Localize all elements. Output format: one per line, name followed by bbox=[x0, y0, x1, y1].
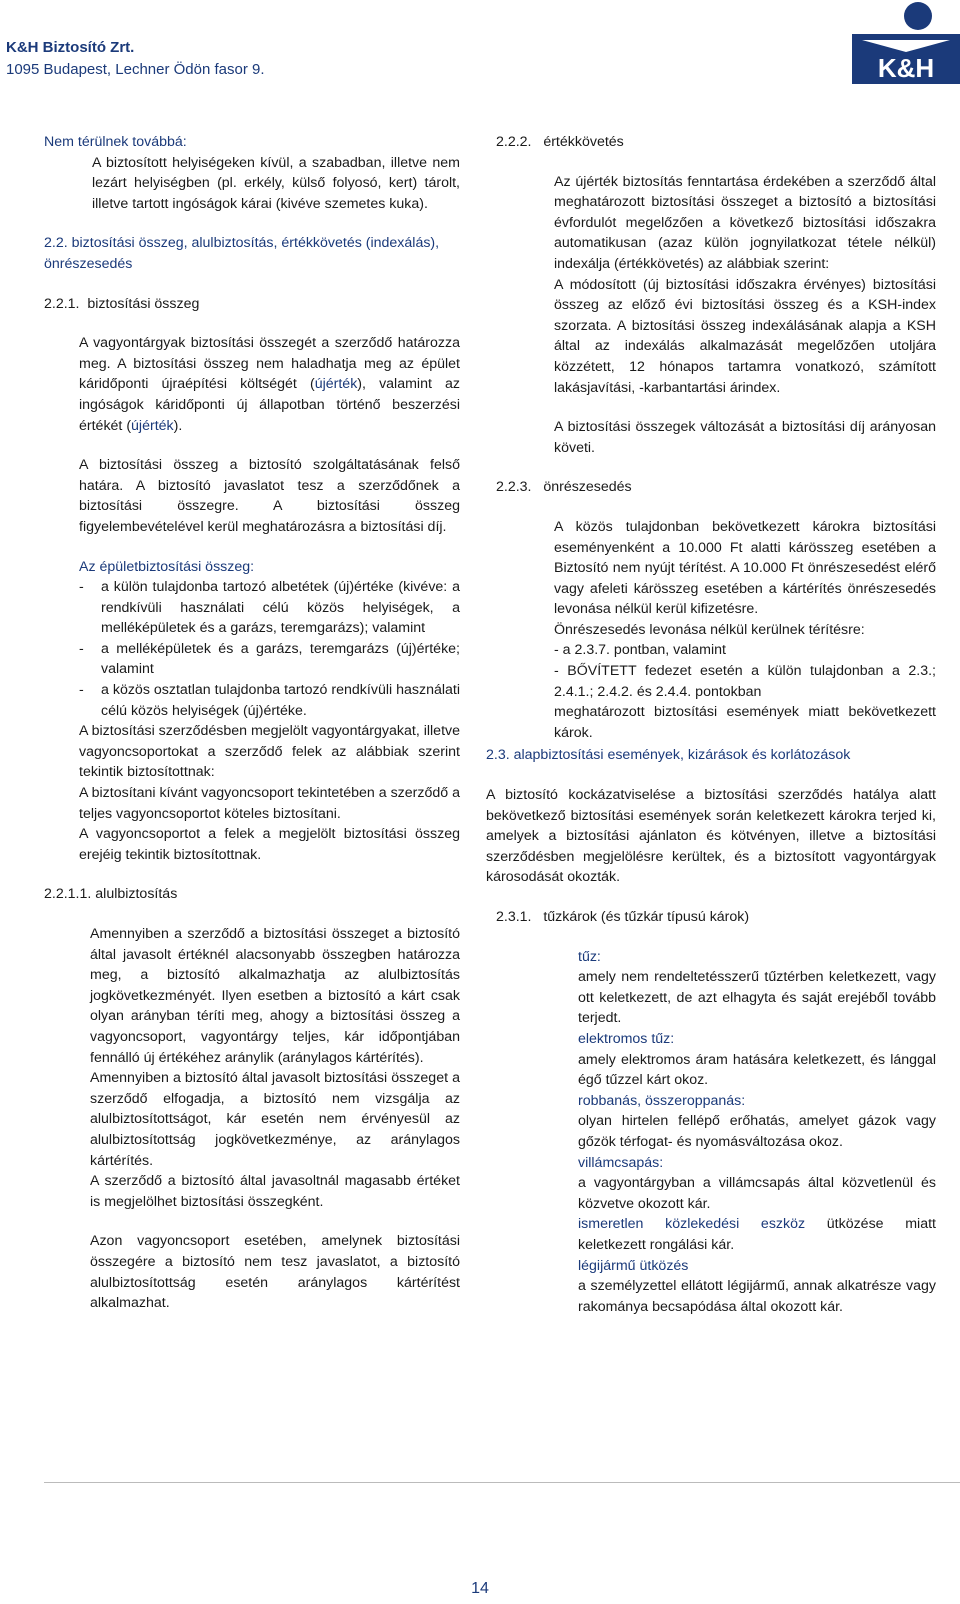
definition-text: olyan hirtelen fellépő erőhatás, amelyet gázok vagy gőzök térfogat- és nyomásváltozása okoz. bbox=[578, 1113, 936, 1150]
new-value-term: újérték bbox=[314, 376, 358, 393]
page-number: 14 bbox=[471, 1580, 489, 1597]
no-cover-heading: Nem térülnek továbbá: bbox=[44, 134, 187, 150]
section-2-2-1-heading bbox=[44, 294, 460, 315]
definition-term: villámcsapás: bbox=[578, 1154, 664, 1171]
no-cover-text: A biztosított helyiségeken kívül, a szabadban, illetve nem lezárt helyiségben (pl. erkély, külső folyosó, kert) tárolt, illetve tartott ingóságok kárai (kivéve szemetes kuka). bbox=[92, 154, 460, 212]
upper-limit-paragraph: A biztosítási összeg a biztosító szolgáltatásának felső határa. A biztosító javaslatot tesz a szerződőnek a biztosítási összegre. A biztosítási összeg figyelembevételével kerül meghatározásra a biztosítási díj. bbox=[79, 457, 460, 535]
section-2-2-title: biztosítási összeg, alulbiztosítás, értékkövetés (indexálás), önrészesedés bbox=[44, 235, 440, 272]
definition-term: robbanás, összeroppanás: bbox=[578, 1092, 746, 1109]
section-2-3-1-heading: 2.3.1. tűzkárok (és tűzkár típusú károk) bbox=[496, 909, 750, 925]
right-column bbox=[486, 132, 936, 1317]
no-deductible-item-1: - a 2.3.7. pontban, valamint bbox=[554, 642, 726, 659]
list-item: - a melléképületek és a garázs, teremgarázs (új)értéke; valamint bbox=[79, 640, 460, 678]
full-group-paragraph: A biztosítani kívánt vagyoncsoport tekintetében a szerződő a teljes vagyoncsoportot köteles biztosítani. bbox=[79, 785, 460, 822]
asset-groups-paragraph: A biztosítási szerződésben megjelölt vagyontárgyakat, illetve vagyoncsoportokat a szerződő felek az alábbiak szerint tekintik biztosítottnak: bbox=[79, 723, 460, 781]
premium-follows-paragraph: A biztosítási összegek változását a biztosítási díj arányosan követi. bbox=[554, 419, 936, 456]
section-2-2-number: 2.2. bbox=[44, 235, 68, 252]
aircraft-term: légijármű ütközés bbox=[578, 1257, 689, 1274]
no-deductible-closing: meghatározott biztosítási események miatt bekövetkezett károk. bbox=[554, 704, 936, 741]
definition-term: elektromos tűz: bbox=[578, 1030, 675, 1047]
deductible-paragraph: A közös tulajdonban bekövetkezett károkra biztosítási eseményenként a 10.000 Ft alatti kárösszeg esetében a Biztosító nem nyújt térítést. A 10.000 Ft önrészesedést elérő vagy afeleti kárösszeg esetében a kártérítés önrészesedés levonása nélkül kerül kifizetésre. bbox=[554, 518, 936, 618]
risk-coverage-paragraph: A biztosító kockázatviselése a biztosítási szerződés hatálya alatt bekövetkező biztosítási események során keletkezett károkra terjed ki, amelyek a biztosítási ajánlaton és kötvényen, illetve a biztosítási szerződésben megjelölésre kerültek, és a biztosított vagyontárgyak károsodását okozták. bbox=[486, 787, 936, 886]
definition-term: tűz: bbox=[578, 948, 601, 965]
modified-sum-paragraph: A módosított (új biztosítási időszakra érvényes) biztosítási összeg az előző évi biztosítási összeg és a KSH-index szorzata. A biztosítási összeg indexálásának alapja a KSH által az indexálás alkalmazását megelőzően utoljára közzétett, 12 hónapos tartamra vonatkozó, számított lakásjavítási, -karbantartási árindex. bbox=[554, 276, 936, 396]
indexation-paragraph: Az újérték biztosítás fenntartása érdekében a szerződő által meghatározott biztosítási összeget a biztosító a biztosítási évfordulót megelőzően a következő biztosítási időszakra automatikusan (azaz külön jognyilatkozat tétele nélkül) indexálja (értékkövetés) az alábbiak szerint: bbox=[554, 173, 936, 272]
footer-divider bbox=[44, 1482, 960, 1483]
sum-definition-paragraph: A vagyontárgyak biztosítási összegét a szerződő határozza meg. A biztosítási összeg nem haladhatja meg az épület káridőponti újraépítési költségét (újérték), valamint az ingóságok káridőponti új állapotban történő beszerzési értékét (újérték). bbox=[79, 335, 460, 434]
no-deductible-heading: Önrészesedés levonása nélkül kerülnek térítésre: bbox=[554, 621, 865, 638]
definition-text: amely elektromos áram hatására keletkezett, és lánggal égő tűzzel kárt okoz. bbox=[578, 1051, 936, 1089]
section-2-2-1-number: 2.2.1. bbox=[44, 295, 80, 312]
definition-text: amely nem rendeltetésszerű tűztérben keletkezett, vagy ott keletkezett, de azt elhagyta és saját erejéből tovább terjedt. bbox=[578, 969, 936, 1027]
new-value-term-2: újérték bbox=[131, 417, 174, 434]
unknown-vehicle-definition: ismeretlen közlekedési eszköz ütközése miatt keletkezett rongálási kár. bbox=[578, 1216, 936, 1253]
higher-value-paragraph: A szerződő a biztosító által javasoltnál magasabb értéket is megjelölhet biztosítási összegként. bbox=[90, 1173, 460, 1210]
section-2-2-heading bbox=[44, 233, 460, 274]
list-item: - a külön tulajdonba tartozó albetétek (új)értéke (kivéve: a rendkívüli használati célú közös helyiségek, a melléképületek és a garázs, teremgarázs); valamint bbox=[79, 579, 460, 637]
fire-definitions bbox=[496, 947, 936, 1318]
section-2-2-2-heading: 2.2.2. értékkövetés bbox=[496, 134, 624, 150]
kh-logo bbox=[852, 0, 960, 84]
svg-text:K&H: K&H bbox=[877, 53, 935, 83]
company-name: K&H Biztosító Zrt. bbox=[6, 39, 135, 56]
aircraft-text: a személyzettel ellátott légijármű, annak alkatrésze vagy rakománya becsapódása által okozott kár. bbox=[578, 1278, 936, 1315]
building-sum-list bbox=[44, 577, 460, 721]
accepted-sum-paragraph: Amennyiben a biztosító által javasolt biztosítási összeget a szerződő elfogadja, a biztosító nem vizsgálja az alulbiztosítottságot, kár esetén nem érvényesül az alulbiztosítottság jogkövetkezménye, az aránylagos kártérítés. bbox=[90, 1070, 460, 1169]
insured-up-to-paragraph: A vagyoncsoportot a felek a megjelölt biztosítási összeg erejéig tekintik biztosítottnak. bbox=[79, 826, 460, 863]
section-2-3-heading: 2.3. alapbiztosítási események, kizárások és korlátozások bbox=[486, 747, 851, 764]
section-2-2-1-title: biztosítási összeg bbox=[87, 295, 200, 312]
section-2-2-3-heading: 2.2.3. önrészesedés bbox=[496, 479, 632, 496]
left-column bbox=[44, 132, 460, 1314]
list-item: - a közös osztatlan tulajdonba tartozó rendkívüli használati célú közös helyiségek (új)értéke. bbox=[79, 682, 460, 719]
no-proposal-paragraph: Azon vagyoncsoport esetében, amelynek biztosítási összegére a biztosító nem tesz javaslatot, a biztosító alulbiztosítottság esetén aránylagos kártérítést alkalmazhat. bbox=[90, 1233, 460, 1312]
section-2-2-1-1-heading: 2.2.1.1. alulbiztosítás bbox=[44, 886, 178, 903]
company-address: 1095 Budapest, Lechner Ödön fasor 9. bbox=[6, 61, 265, 78]
underinsurance-paragraph: Amennyiben a szerződő a biztosítási összeget a biztosító által javasolt értéknél alacsonyabb összegben határozza meg, a biztosító alkalmazhatja az alulbiztosítás jogkövetkezményét. Ilyen esetben a biztosító a kárt csak olyan arányban téríti meg, ahogy a biztosítási összeg a vagyoncsoport, vagyontárgy teljes, kár időpontjában fennálló új értékéhez aránylik (aránylagos kártérítés). bbox=[90, 926, 460, 1066]
building-sum-heading: Az épületbiztosítási összeg: bbox=[79, 558, 255, 575]
no-deductible-item-2: - BŐVÍTETT fedezet esetén a külön tulajdonban a 2.3.; 2.4.1.; 2.4.2. és 2.4.4. pontokban bbox=[554, 663, 936, 700]
definition-text: a vagyontárgyban a villámcsapás által közvetlenül és közvetve okozott kár. bbox=[578, 1175, 936, 1212]
